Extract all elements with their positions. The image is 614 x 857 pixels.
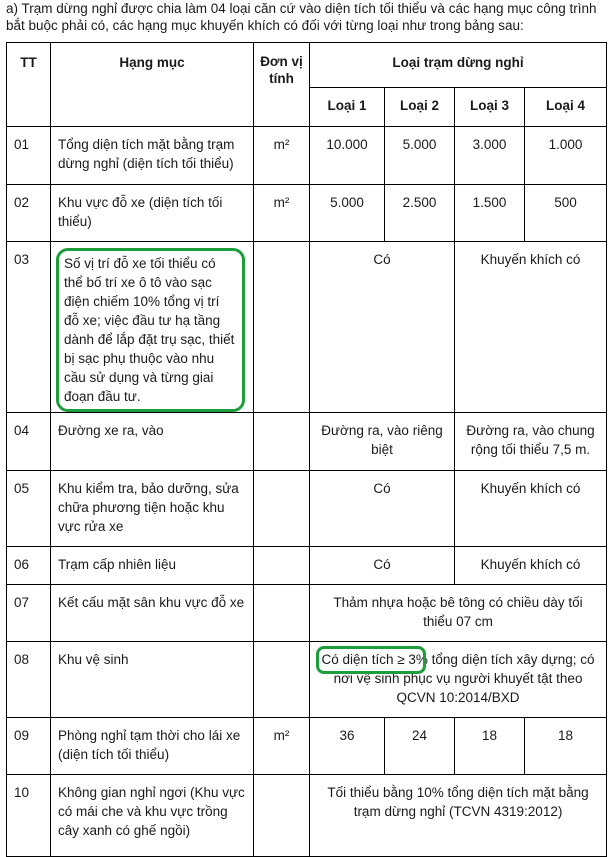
table-row <box>7 547 607 585</box>
row-item-highlighted: Số vị trí đỗ xe tối thiểu có thể bố trí xe ô tô vào sạc điện chiếm 10% tổng vị trí đỗ xe; việc đầu tư hạ tầng dành để lắp đặt trụ sạc, thiết bị sạc phụ thuộc vào nhu cầu sử dụng và từng giai đoạn đầu tư. <box>56 248 245 412</box>
header-row <box>7 43 607 88</box>
row-value-all: Tối thiểu bằng 10% tổng diện tích mặt bằng trạm dừng nghỉ (TCVN 4319:2012) <box>310 775 607 857</box>
row-value-group-b: Khuyến khích có <box>455 242 607 413</box>
row-value-group-a: Có <box>310 547 455 585</box>
row-value-group-a: Đường ra, vào riêng biệt <box>310 413 455 471</box>
row-item: Tổng diện tích mặt bằng trạm dừng nghỉ (diện tích tối thiểu) <box>51 127 254 185</box>
row-unit <box>254 585 310 642</box>
row-unit: m² <box>254 127 310 185</box>
row-value: 18 <box>455 718 525 775</box>
row-tt: 06 <box>7 547 51 585</box>
row-item: Đường xe ra, vào <box>51 413 254 471</box>
row-unit <box>254 642 310 718</box>
row-item: Khu kiểm tra, bảo dưỡng, sửa chữa phương tiện hoặc khu vực rửa xe <box>51 471 254 547</box>
highlight-ring <box>316 646 426 674</box>
row-value: 2.500 <box>385 185 455 242</box>
table-row <box>7 642 607 718</box>
row-value-all <box>310 642 607 718</box>
row-unit <box>254 413 310 471</box>
header-don-vi: Đơn vị tính <box>254 43 310 127</box>
row-value-all-text: Có diện tích ≥ 3% tổng diện tích xây dựng; có nơi vệ sinh phục vụ người khuyết tật theo QCVN 10:2014/BXD <box>321 652 595 705</box>
row-tt: 02 <box>7 185 51 242</box>
row-value-group-a: Có <box>310 242 455 413</box>
row-item: Khu vệ sinh <box>51 642 254 718</box>
header-hang-muc: Hạng mục <box>51 43 254 127</box>
row-value-group-a: Có <box>310 471 455 547</box>
row-item: Không gian nghỉ ngơi (Khu vực có mái che và khu vực trồng cây xanh có ghế ngồi) <box>51 775 254 857</box>
row-tt: 01 <box>7 127 51 185</box>
row-value: 1.000 <box>525 127 607 185</box>
row-value-all: Thảm nhựa hoặc bê tông có chiều dày tối thiểu 07 cm <box>310 585 607 642</box>
row-unit <box>254 242 310 413</box>
row-value: 36 <box>310 718 385 775</box>
header-loai-4: Loại 4 <box>525 88 607 127</box>
table-row <box>7 585 607 642</box>
row-tt: 09 <box>7 718 51 775</box>
rest-stop-table <box>6 42 607 857</box>
row-value: 5.000 <box>385 127 455 185</box>
table-row <box>7 185 607 242</box>
row-unit: m² <box>254 718 310 775</box>
row-item: Khu vực đỗ xe (diện tích tối thiểu) <box>51 185 254 242</box>
header-loai-2: Loại 2 <box>385 88 455 127</box>
header-tt: TT <box>7 43 51 127</box>
row-item: Kết cấu mặt sân khu vực đỗ xe <box>51 585 254 642</box>
header-loai-1: Loại 1 <box>310 88 385 127</box>
row-tt: 03 <box>7 242 51 413</box>
row-unit <box>254 471 310 547</box>
row-value: 10.000 <box>310 127 385 185</box>
row-value: 5.000 <box>310 185 385 242</box>
row-item: Phòng nghỉ tạm thời cho lái xe (diện tích tối thiểu) <box>51 718 254 775</box>
intro-paragraph: a) Trạm dừng nghỉ được chia làm 04 loại căn cứ vào diện tích tối thiểu và các hạng mục công trình bắt buộc phải có, các hạng mục khuyến khích có đối với từng loại như trong bảng sau: <box>6 1 597 33</box>
header-loai-tram: Loại trạm dừng nghỉ <box>310 43 607 88</box>
row-unit <box>254 547 310 585</box>
row-tt: 04 <box>7 413 51 471</box>
row-unit <box>254 775 310 857</box>
row-value: 3.000 <box>455 127 525 185</box>
row-value: 1.500 <box>455 185 525 242</box>
row-item: Trạm cấp nhiên liệu <box>51 547 254 585</box>
row-value: 18 <box>525 718 607 775</box>
row-unit: m² <box>254 185 310 242</box>
table-row <box>7 413 607 471</box>
table-row <box>7 471 607 547</box>
row-value: 24 <box>385 718 455 775</box>
row-value-group-b: Khuyến khích có <box>455 547 607 585</box>
table-row <box>7 775 607 857</box>
table-row <box>7 242 607 413</box>
row-tt: 07 <box>7 585 51 642</box>
row-tt: 08 <box>7 642 51 718</box>
header-loai-3: Loại 3 <box>455 88 525 127</box>
row-tt: 10 <box>7 775 51 857</box>
table-row <box>7 718 607 775</box>
table-row <box>7 127 607 185</box>
row-value-group-b: Khuyến khích có <box>455 471 607 547</box>
row-tt: 05 <box>7 471 51 547</box>
row-value: 500 <box>525 185 607 242</box>
row-value-group-b: Đường ra, vào chung rộng tối thiểu 7,5 m. <box>455 413 607 471</box>
